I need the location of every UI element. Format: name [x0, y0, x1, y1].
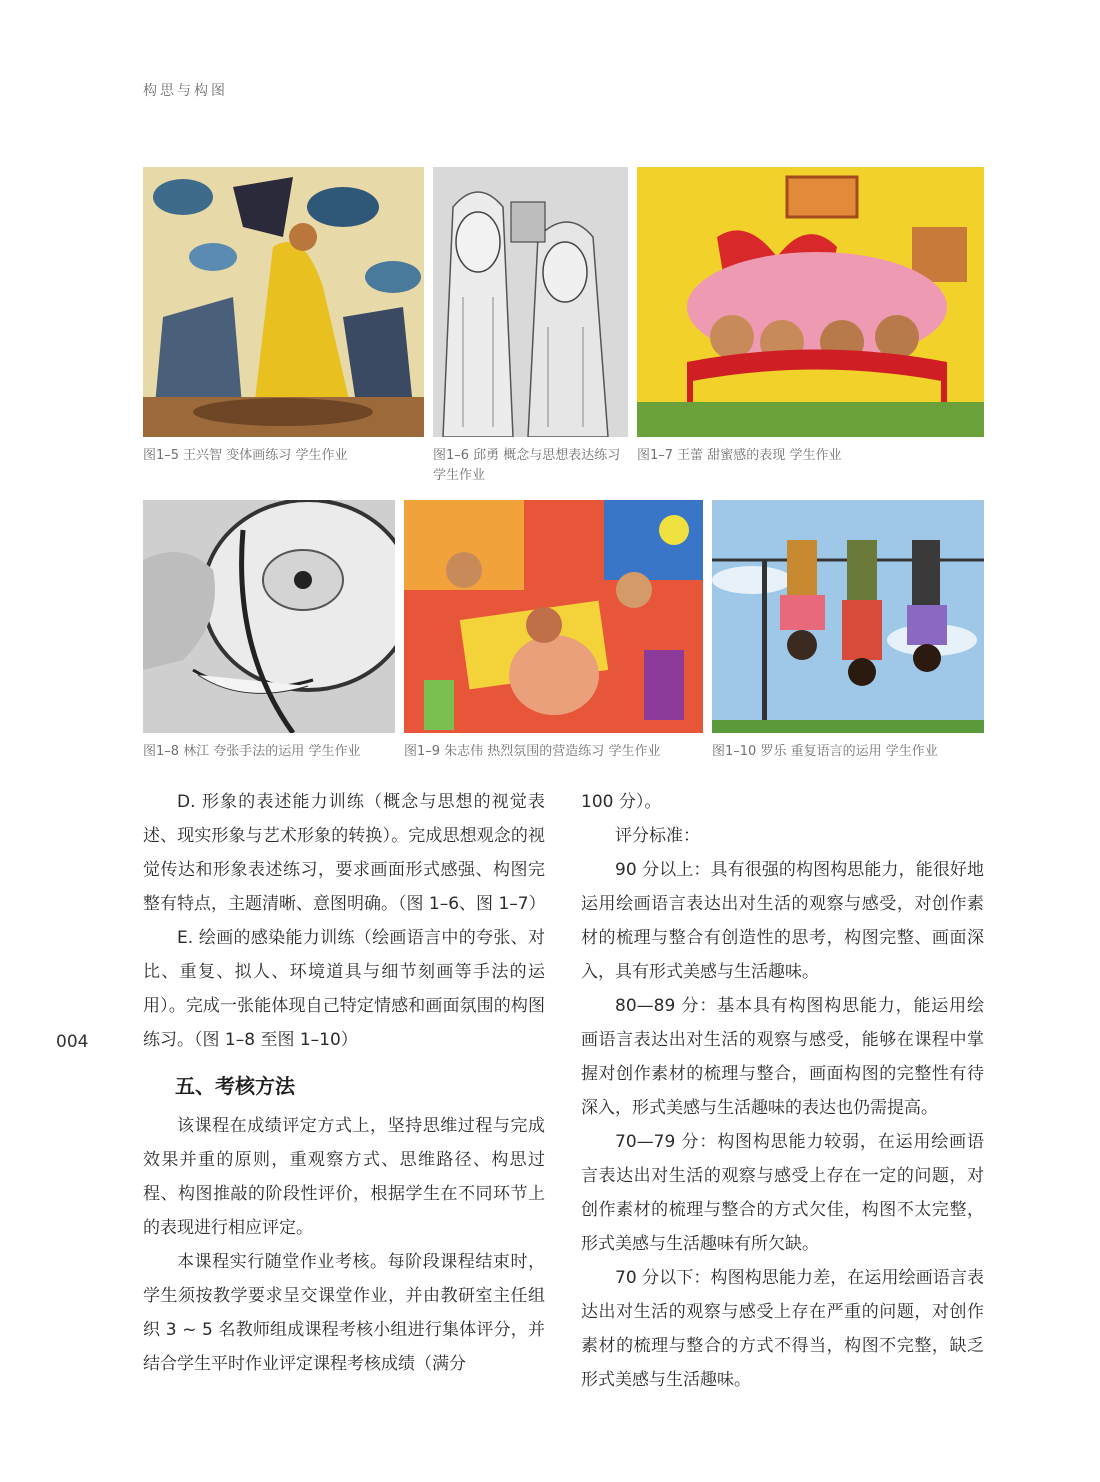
- paragraph-continuation: 100 分）。: [581, 792, 662, 812]
- figure-1-9-image: [404, 500, 703, 733]
- left-column: [143, 785, 545, 1381]
- figure-1-10-caption: 图1–10 罗乐 重复语言的运用 学生作业: [712, 744, 938, 759]
- figure-1-7-image: [637, 167, 984, 437]
- grade-70-79: 70—79 分：构图构思能力较弱，在运用绘画语言表达出对生活的观察与感受上存在一定的问题，对创作素材的梳理与整合的方式欠佳，构图不太完整，形式美感与生活趣味有所欠缺。: [581, 1132, 984, 1254]
- figure-1-10-image: [712, 500, 984, 733]
- paragraph-assessment-principle: 该课程在成绩评定方式上，坚持思维过程与完成效果并重的原则，重观察方式、思维路径、构思过程、构图推敲的阶段性评价，根据学生在不同环节上的表现进行相应评定。: [143, 1116, 545, 1238]
- running-title: 构思与构图: [143, 83, 228, 99]
- grade-90-plus: 90 分以上：具有很强的构图构思能力，能很好地运用绘画语言表达出对生活的观察与感受，对创作素材的梳理与整合有创造性的思考，构图完整、画面深入，具有形式美感与生活趣味。: [581, 860, 984, 982]
- figure-1-9-caption: 图1–9 朱志伟 热烈氛围的营造练习 学生作业: [404, 744, 661, 759]
- criteria-title: 评分标准：: [615, 826, 700, 846]
- right-column: [581, 785, 984, 1397]
- figure-1-6-image: [433, 167, 628, 437]
- figure-1-6-caption: 图1–6 邱勇 概念与思想表达练习 学生作业: [433, 448, 621, 483]
- figure-1-8-caption: 图1–8 林江 夸张手法的运用 学生作业: [143, 744, 361, 759]
- grade-below-70: 70 分以下：构图构思能力差，在运用绘画语言表达出对生活的观察与感受上存在严重的问题，对创作素材的梳理与整合的方式不得当，构图不完整，缺乏形式美感与生活趣味。: [581, 1268, 984, 1390]
- paragraph-e-training: E. 绘画的感染能力训练（绘画语言中的夸张、对比、重复、拟人、环境道具与细节刻画等手法的运用）。完成一张能体现自己特定情感和画面氛围的构图练习。（图 1–8 至图 1–10）: [143, 928, 545, 1050]
- figure-1-8-image: [143, 500, 395, 733]
- grade-80-89: 80—89 分：基本具有构图构思能力，能运用绘画语言表达出对生活的观察与感受，能够在课程中掌握对创作素材的梳理与整合，画面构图的完整性有待深入，形式美感与生活趣味的表达也仍需提高。: [581, 996, 984, 1118]
- figure-1-7-caption: 图1–7 王蕾 甜蜜感的表现 学生作业: [637, 448, 842, 463]
- section-heading-assessment: 五、考核方法: [175, 1074, 295, 1098]
- page-number: 004: [56, 1032, 89, 1052]
- paragraph-assessment-procedure: 本课程实行随堂作业考核。每阶段课程结束时，学生须按教学要求呈交课堂作业，并由教研室主任组织 3 ~ 5 名教师组成课程考核小组进行集体评分，并结合学生平时作业评定课程考核成绩（满分: [143, 1252, 545, 1374]
- figure-1-5-image: [143, 167, 424, 437]
- figure-1-5-caption: 图1–5 王兴智 变体画练习 学生作业: [143, 448, 348, 463]
- paragraph-d-training: D. 形象的表述能力训练（概念与思想的视觉表述、现实形象与艺术形象的转换）。完成思想观念的视觉传达和形象表述练习，要求画面形式感强、构图完整有特点，主题清晰、意图明确。（图 1–6、图 1–7）: [143, 792, 546, 914]
